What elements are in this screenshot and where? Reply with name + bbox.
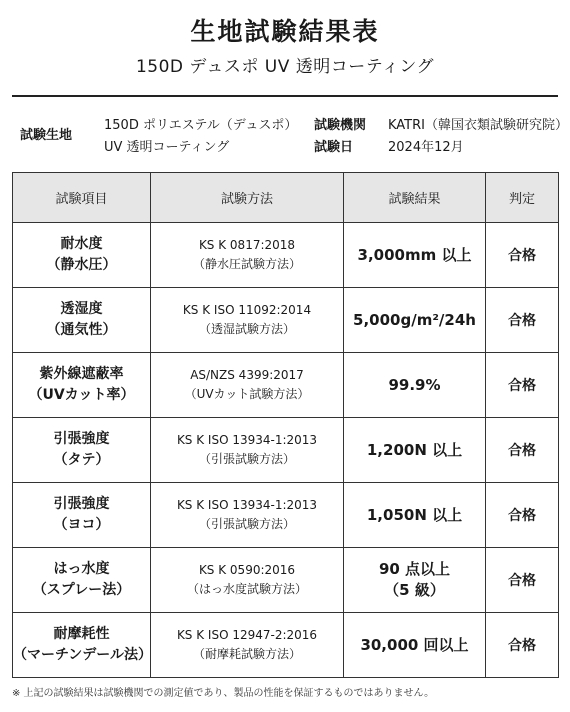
verdict-cell: 合格 <box>486 353 559 418</box>
test-result-line: 5,000g/m²/24h <box>353 310 476 329</box>
table-row <box>13 483 559 548</box>
test-item-line: 引張強度 <box>53 496 110 512</box>
test-method-cell <box>151 288 344 353</box>
material-value-line1: 150D ポリエステル（デュスポ） <box>104 118 298 133</box>
header-test-method: 試験方法 <box>151 173 344 223</box>
test-method-cell <box>151 613 344 678</box>
test-method-line: KS K ISO 11092:2014 <box>182 303 312 317</box>
test-item-line: 紫外線遮蔽率 <box>39 366 124 382</box>
test-result-cell <box>344 223 486 288</box>
test-result-cell <box>344 613 486 678</box>
table-row <box>13 288 559 353</box>
test-date-value: 2024年12月 <box>388 140 464 155</box>
test-result-cell <box>344 353 486 418</box>
test-date-label: 試験日 <box>314 140 354 155</box>
verdict-cell: 合格 <box>486 548 559 613</box>
test-method-line: AS/NZS 4399:2017 <box>190 368 304 382</box>
test-method-line: （引張試験方法） <box>198 517 295 531</box>
test-item-line: 耐水度 <box>60 236 103 252</box>
test-result-cell <box>344 548 486 613</box>
test-item-cell <box>13 418 151 483</box>
test-method-line: （耐摩耗試験方法） <box>192 647 301 661</box>
test-item-cell <box>13 548 151 613</box>
test-item-cell <box>13 483 151 548</box>
test-item-line: 引張強度 <box>53 431 110 447</box>
test-method-line: （UVカット試験方法） <box>184 387 310 401</box>
results-table-body <box>13 223 559 678</box>
verdict-cell: 合格 <box>486 418 559 483</box>
test-item-line: （通気性） <box>46 322 117 338</box>
results-table <box>12 172 559 678</box>
test-item-line: 透湿度 <box>60 301 103 317</box>
test-result-cell <box>344 483 486 548</box>
table-row <box>13 418 559 483</box>
test-item-line: （ヨコ） <box>53 517 110 533</box>
test-method-cell <box>151 223 344 288</box>
test-method-cell <box>151 353 344 418</box>
test-item-line: （タテ） <box>53 452 110 468</box>
test-item-cell <box>13 353 151 418</box>
test-item-cell <box>13 223 151 288</box>
table-row <box>13 613 559 678</box>
test-method-line: （引張試験方法） <box>198 452 295 466</box>
test-item-line: （静水圧） <box>46 257 117 273</box>
test-item-line: （スプレー法） <box>32 582 131 598</box>
table-row <box>13 223 559 288</box>
test-item-line: はっ水度 <box>53 561 110 577</box>
test-item-cell <box>13 288 151 353</box>
organization-value: KATRI（韓国衣類試験研究院） <box>388 118 568 133</box>
material-value-line2: UV 透明コーティング <box>104 140 230 155</box>
test-method-line: KS K ISO 13934-1:2013 <box>176 433 318 447</box>
test-item-line: （マーチンデール法） <box>13 647 153 663</box>
test-info-block <box>12 112 568 162</box>
test-result-line: 3,000mm 以上 <box>357 245 472 264</box>
test-method-cell <box>151 483 344 548</box>
organization-label: 試験機関 <box>314 118 367 133</box>
table-row <box>13 353 559 418</box>
test-method-cell <box>151 418 344 483</box>
page-subtitle: 150D デュスポ UV 透明コーティング <box>135 57 435 77</box>
test-item-line: （UVカット率） <box>28 387 135 403</box>
header-test-item: 試験項目 <box>13 173 151 223</box>
test-result-line: 90 点以上 <box>378 560 451 578</box>
test-result-line: 30,000 回以上 <box>360 635 469 654</box>
verdict-cell: 合格 <box>486 223 559 288</box>
header-verdict: 判定 <box>486 173 559 223</box>
material-label: 試験生地 <box>20 128 73 143</box>
test-result-line: 99.9% <box>388 375 441 394</box>
test-method-line: KS K 0590:2016 <box>198 563 296 577</box>
test-method-line: （透湿試験方法） <box>198 322 295 336</box>
verdict-cell: 合格 <box>486 613 559 678</box>
test-method-cell <box>151 548 344 613</box>
verdict-cell: 合格 <box>486 288 559 353</box>
footnote: ※ 上記の試験結果は試験機関での測定値であり、製品の性能を保証するものではありません。 <box>12 688 435 699</box>
test-item-line: 耐摩耗性 <box>53 626 110 642</box>
page-title: 生地試験結果表 <box>190 17 380 46</box>
test-result-line: 1,050N 以上 <box>366 505 463 524</box>
header-divider <box>12 95 558 97</box>
test-method-line: KS K ISO 12947-2:2016 <box>176 628 318 642</box>
test-method-line: （はっ水度試験方法） <box>186 582 307 596</box>
header-test-result: 試験結果 <box>344 173 486 223</box>
test-result-line: （5 級） <box>384 581 445 599</box>
test-method-line: KS K ISO 13934-1:2013 <box>176 498 318 512</box>
table-row <box>13 548 559 613</box>
verdict-cell: 合格 <box>486 483 559 548</box>
test-method-line: KS K 0817:2018 <box>198 238 296 252</box>
test-item-cell <box>13 613 151 678</box>
test-result-cell <box>344 288 486 353</box>
test-method-line: （静水圧試験方法） <box>192 257 301 271</box>
test-result-cell <box>344 418 486 483</box>
test-result-line: 1,200N 以上 <box>366 440 463 459</box>
table-header-row <box>13 173 559 223</box>
